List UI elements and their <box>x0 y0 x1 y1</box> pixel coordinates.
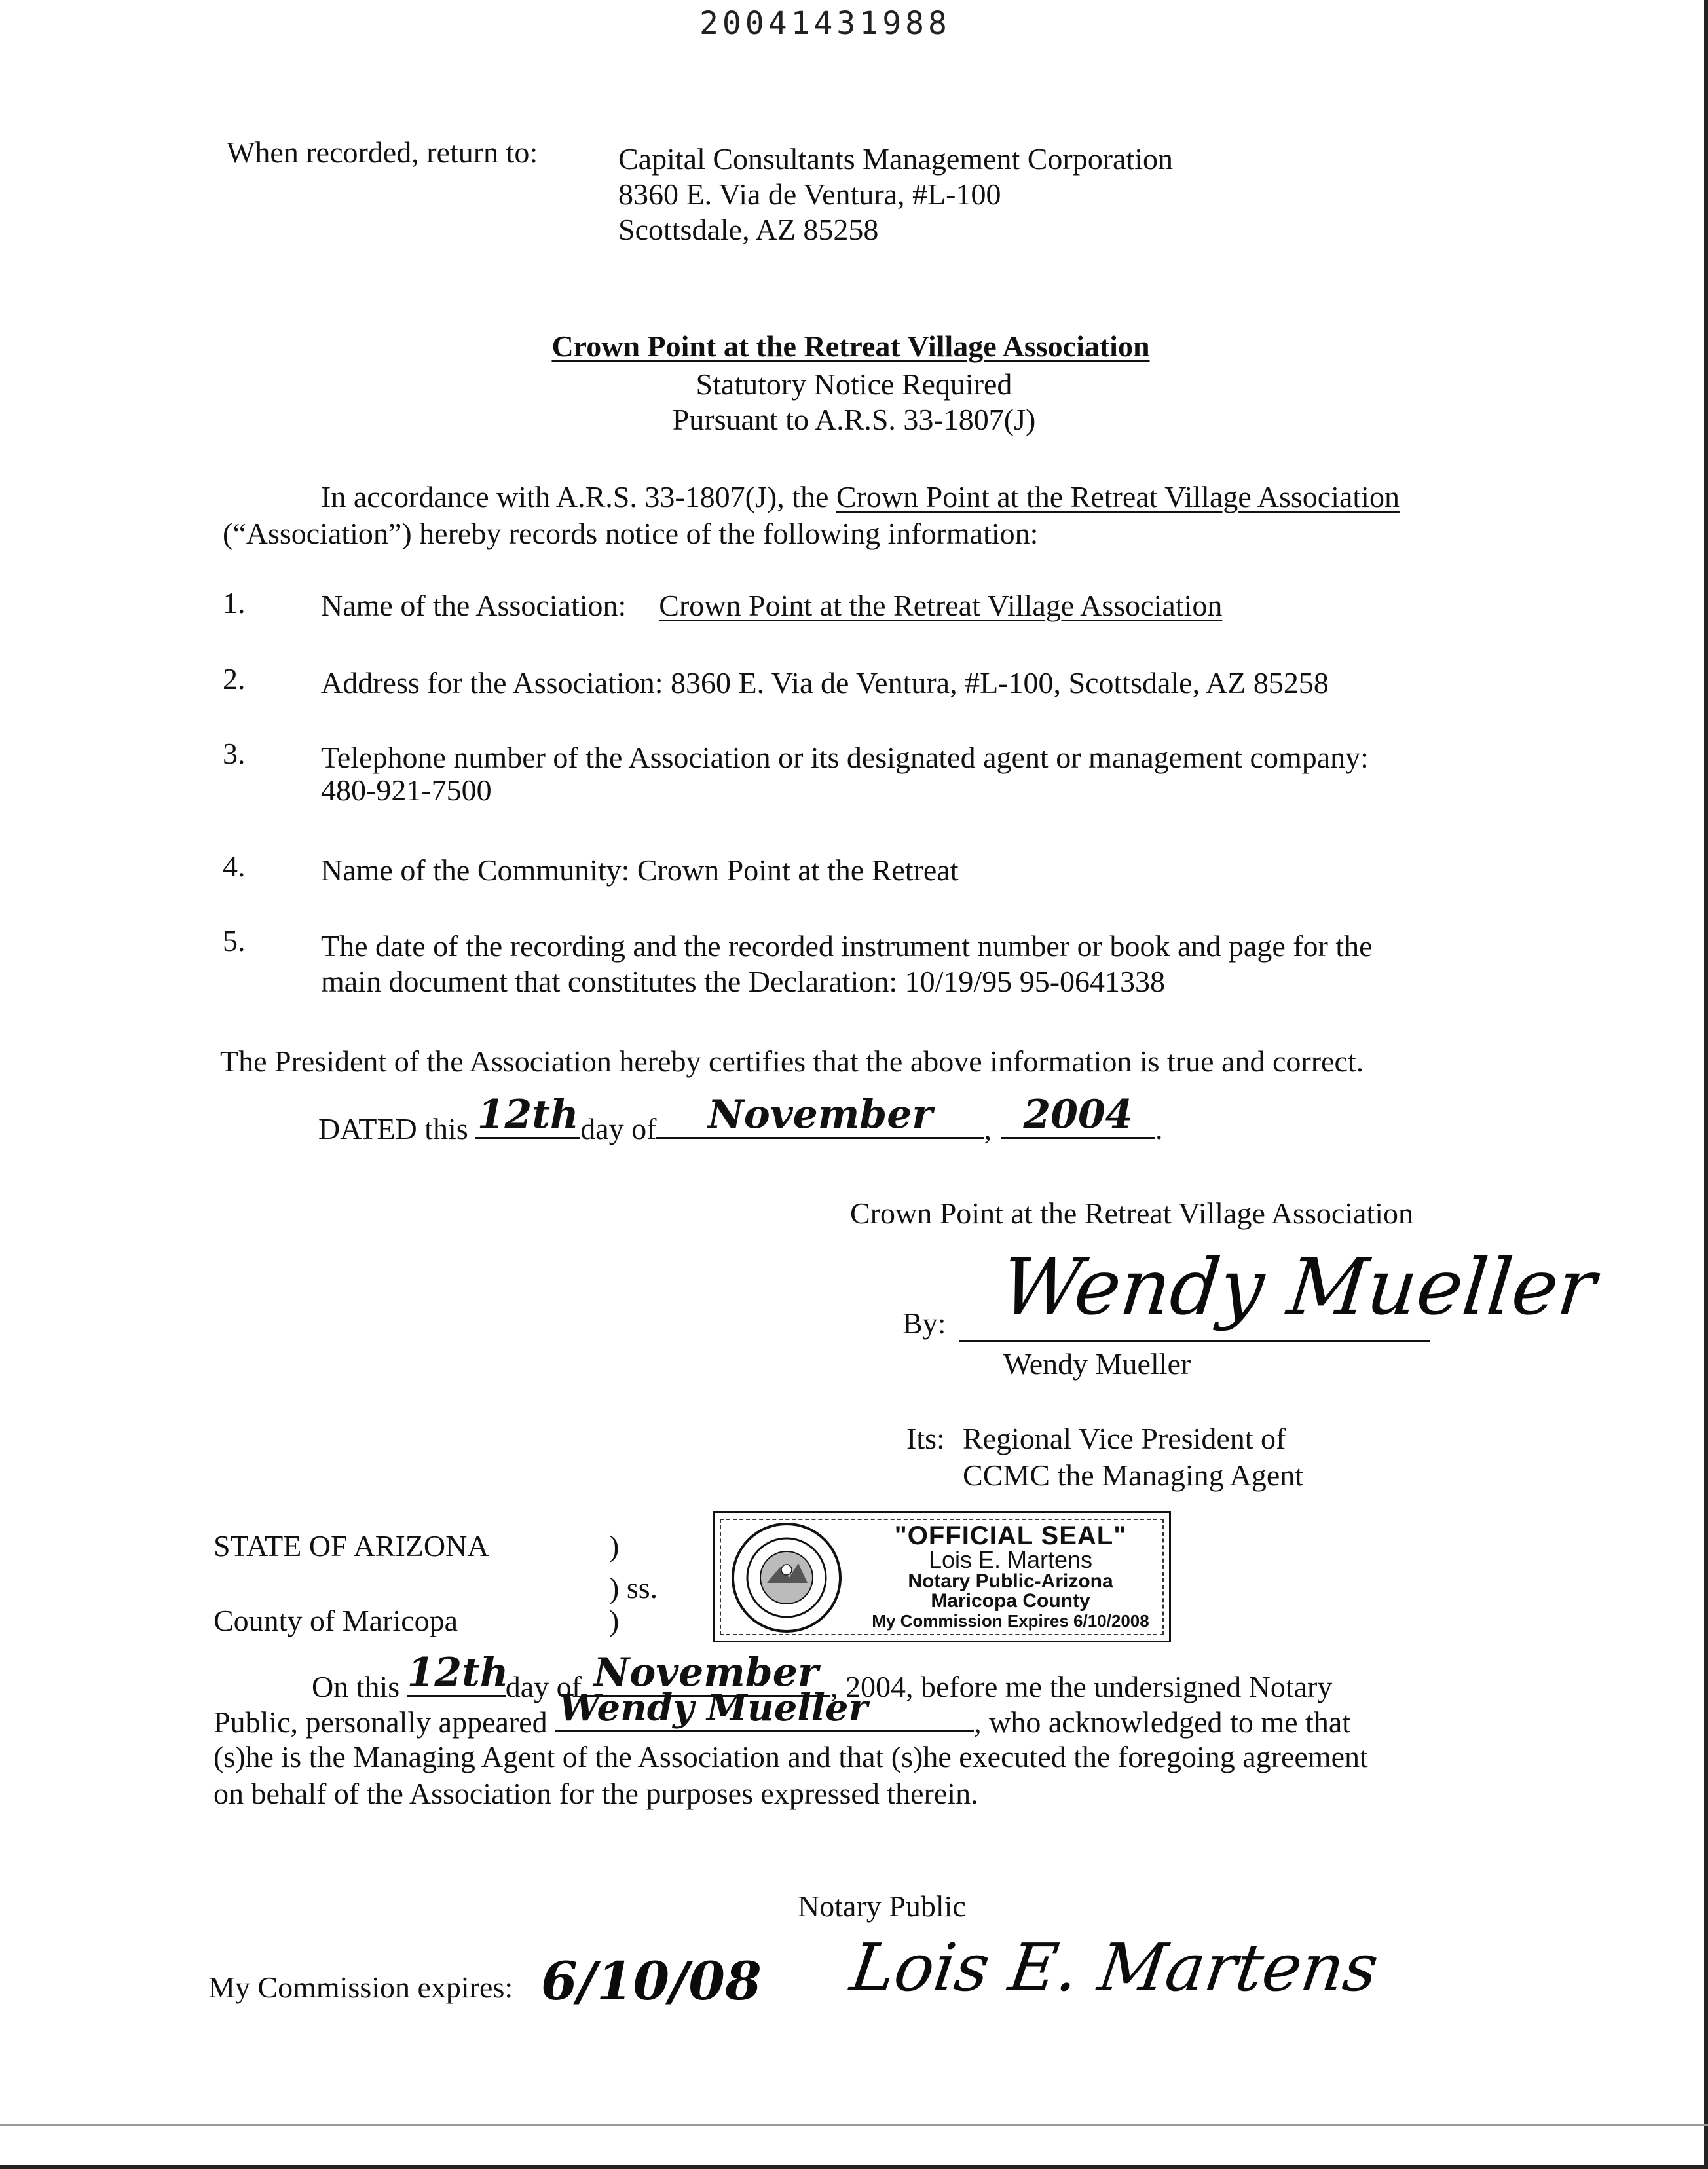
return-address-line3: Scottsdale, AZ 85258 <box>618 213 879 246</box>
venue-paren-2: ) <box>609 1604 620 1637</box>
seal-notary-state: Notary Public-Arizona <box>908 1570 1113 1592</box>
commission-expires-handwritten: 6/10/08 <box>541 1950 762 2012</box>
document-number: 20041431988 <box>699 5 951 42</box>
notary-day-blank <box>407 1650 509 1697</box>
signature-handwritten: Wendy Mueller <box>997 1242 1600 1332</box>
scan-edge-bottom <box>0 2165 1708 2169</box>
dated-day-of: day of <box>580 1112 657 1145</box>
dated-year-blank <box>1001 1092 1155 1139</box>
seal-commission: My Commission Expires 6/10/2008 <box>872 1611 1149 1631</box>
intro-association-name: Crown Point at the Retreat Village Association <box>836 480 1400 513</box>
item-1-value: Crown Point at the Retreat Village Association <box>659 589 1223 622</box>
seal-notary-name: Lois E. Martens <box>928 1546 1093 1573</box>
item-number-3: 3. <box>223 737 246 770</box>
notary-seal <box>713 1511 1171 1642</box>
intro-text: In accordance with A.R.S. 33-1807(J), the <box>321 480 836 513</box>
signer-printed-name: Wendy Mueller <box>1003 1347 1191 1381</box>
venue-state: STATE OF ARIZONA <box>214 1529 489 1563</box>
item-number-4: 4. <box>223 849 246 883</box>
seal-county: Maricopa County <box>931 1590 1090 1612</box>
intro-line-1 <box>321 479 1400 515</box>
notary-name-blank <box>555 1686 974 1732</box>
certification-text: The President of the Association hereby certifies that the above information is true and correct. <box>220 1045 1364 1078</box>
dated-day-handwritten: 12th <box>477 1092 579 1138</box>
item-3-text-line1: Telephone number of the Association or its designated agent or management company: <box>321 741 1369 774</box>
return-address-line2: 8360 E. Via de Ventura, #L-100 <box>618 177 1001 211</box>
item-1 <box>321 588 1222 623</box>
notary-on-this: On this <box>312 1670 400 1703</box>
item-number-2: 2. <box>223 662 246 695</box>
dated-prefix: DATED this <box>318 1112 468 1145</box>
dated-line <box>318 1092 1163 1147</box>
notary-day-of: day of <box>505 1670 582 1703</box>
notary-month-handwritten: November <box>593 1650 819 1696</box>
dated-day-blank <box>475 1092 580 1139</box>
venue-ss: ) ss. <box>609 1571 658 1604</box>
item-2-text: Address for the Association: 8360 E. Via de Ventura, #L-100, Scottsdale, AZ 85258 <box>321 666 1329 699</box>
document-title <box>0 329 1708 364</box>
venue-paren-1: ) <box>609 1529 620 1563</box>
item-number-5: 5. <box>223 924 246 957</box>
signer-title-line1: Regional Vice President of <box>963 1422 1286 1455</box>
notary-line-1-rest: , 2004, before me the undersigned Notary <box>830 1670 1333 1703</box>
signature-line <box>959 1340 1430 1342</box>
dated-year-handwritten: 2004 <box>1023 1092 1133 1138</box>
scan-edge-right <box>1704 0 1708 2169</box>
item-5-text-line1: The date of the recording and the recorded instrument number or book and page for the <box>321 929 1373 963</box>
signature-organization: Crown Point at the Retreat Village Association <box>850 1196 1414 1230</box>
dated-month-handwritten: November <box>707 1092 933 1138</box>
dated-comma: , <box>984 1112 992 1145</box>
notary-line-4: on behalf of the Association for the purposes expressed therein. <box>214 1777 978 1810</box>
item-5-text-line2: main document that constitutes the Declaration: 10/19/95 95-0641338 <box>321 965 1166 998</box>
notary-appeared-name-handwritten: Wendy Mueller <box>559 1686 868 1730</box>
arizona-state-seal-icon <box>721 1517 852 1638</box>
commission-expires-label: My Commission expires: <box>208 1971 513 2004</box>
item-4-text: Name of the Community: Crown Point at the Retreat <box>321 853 959 887</box>
item-1-label: Name of the Association: <box>321 589 627 622</box>
notary-day-handwritten: 12th <box>407 1650 509 1696</box>
notary-line-3: (s)he is the Managing Agent of the Association and that (s)he executed the foregoing agreement <box>214 1740 1368 1773</box>
intro-line-2: (“Association”) hereby records notice of the following information: <box>223 517 1039 550</box>
document-subtitle-2: Pursuant to A.R.S. 33-1807(J) <box>672 403 1036 436</box>
dated-month-blank <box>656 1092 984 1139</box>
notary-acknowledged: , who acknowledged to me that <box>974 1705 1351 1739</box>
return-address-line1: Capital Consultants Management Corporation <box>618 142 1174 176</box>
its-label: Its: <box>906 1422 945 1455</box>
document-subtitle-1: Statutory Notice Required <box>696 367 1012 401</box>
seal-title: "OFFICIAL SEAL" <box>894 1521 1127 1550</box>
venue-county: County of Maricopa <box>214 1604 458 1637</box>
item-number-1: 1. <box>223 586 246 620</box>
notary-public-label: Notary Public <box>798 1889 966 1923</box>
item-3-text-line2: 480-921-7500 <box>321 773 492 807</box>
signature-by-label: By: <box>902 1307 946 1340</box>
document-title-text: Crown Point at the Retreat Village Association <box>551 329 1150 363</box>
dated-period: . <box>1155 1112 1163 1145</box>
notary-personally-appeared: Public, personally appeared <box>214 1705 548 1739</box>
scan-line <box>0 2124 1708 2126</box>
notary-signature-handwritten: Lois E. Martens <box>845 1929 1383 2006</box>
signer-title-line2: CCMC the Managing Agent <box>963 1458 1304 1492</box>
return-to-label: When recorded, return to: <box>227 136 538 169</box>
